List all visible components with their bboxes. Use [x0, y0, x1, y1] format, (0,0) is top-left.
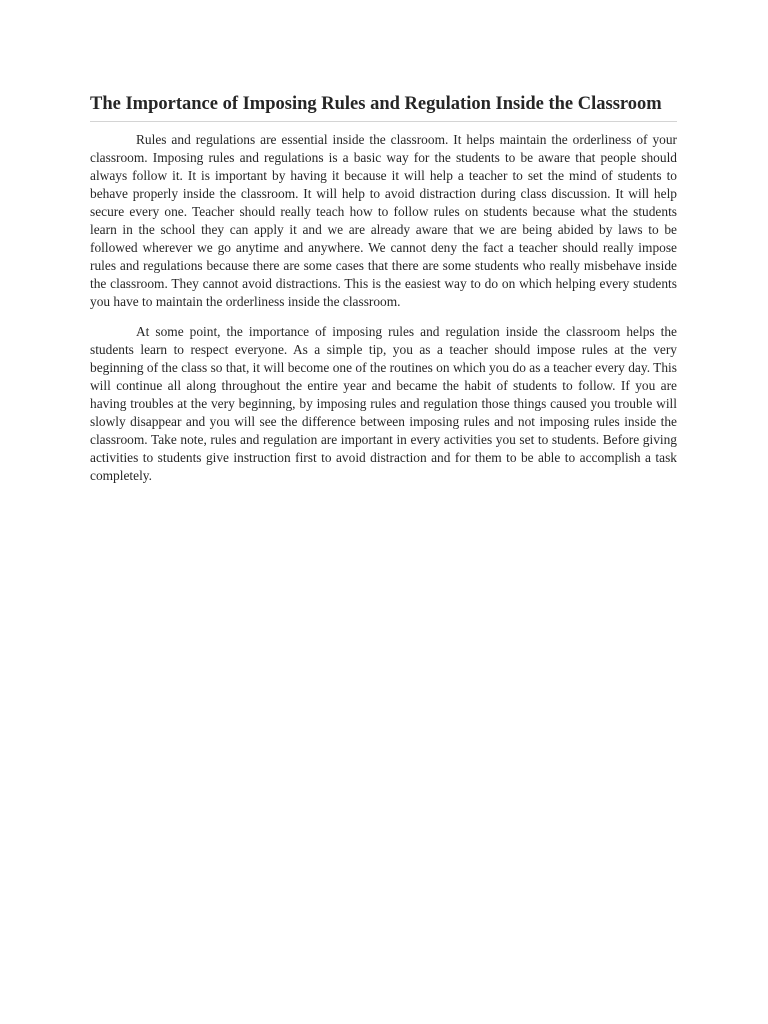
document-body [90, 128, 677, 485]
paragraph-2: At some point, the importance of imposing rules and regulation inside the classroom helps the students learn to respect everyone. As a simple tip, you as a teacher should impose rules at the very beginning of the class so that, it will become one of the routines on which you do as a teacher every day. This will continue all along throughout the entire year and became the habit of students to follow. If you are having troubles at the very beginning, by imposing rules and regulation those things caused you trouble will slowly disappear and you will see the difference between imposing rules and not imposing rules inside the classroom. Take note, rules and regulation are important in every activities you set to students. Before giving activities to students give instruction first to avoid distraction and for them to be able to accomplish a task completely. [90, 324, 677, 483]
document-title: The Importance of Imposing Rules and Regulation Inside the Classroom [90, 92, 677, 122]
paragraph-1: Rules and regulations are essential inside the classroom. It helps maintain the orderliness of your classroom. Imposing rules and regulations is a basic way for the students to be aware that people should always follow it. It is important by having it because it will help a teacher to set the mind of students to behave properly inside the classroom. It will help to avoid distraction during class discussion. It will help secure every one. Teacher should really teach how to follow rules on students because what the students learn in the school they can apply it and we are already aware that we are being abided by laws to be followed wherever we go anytime and anywhere. We cannot deny the fact a teacher should really impose rules and regulations because there are some cases that there are some students who really misbehave inside the classroom. They cannot avoid distractions. This is the easiest way to do on which helping every students you have to maintain the orderliness inside the classroom. [90, 132, 677, 309]
document-page [90, 92, 677, 497]
